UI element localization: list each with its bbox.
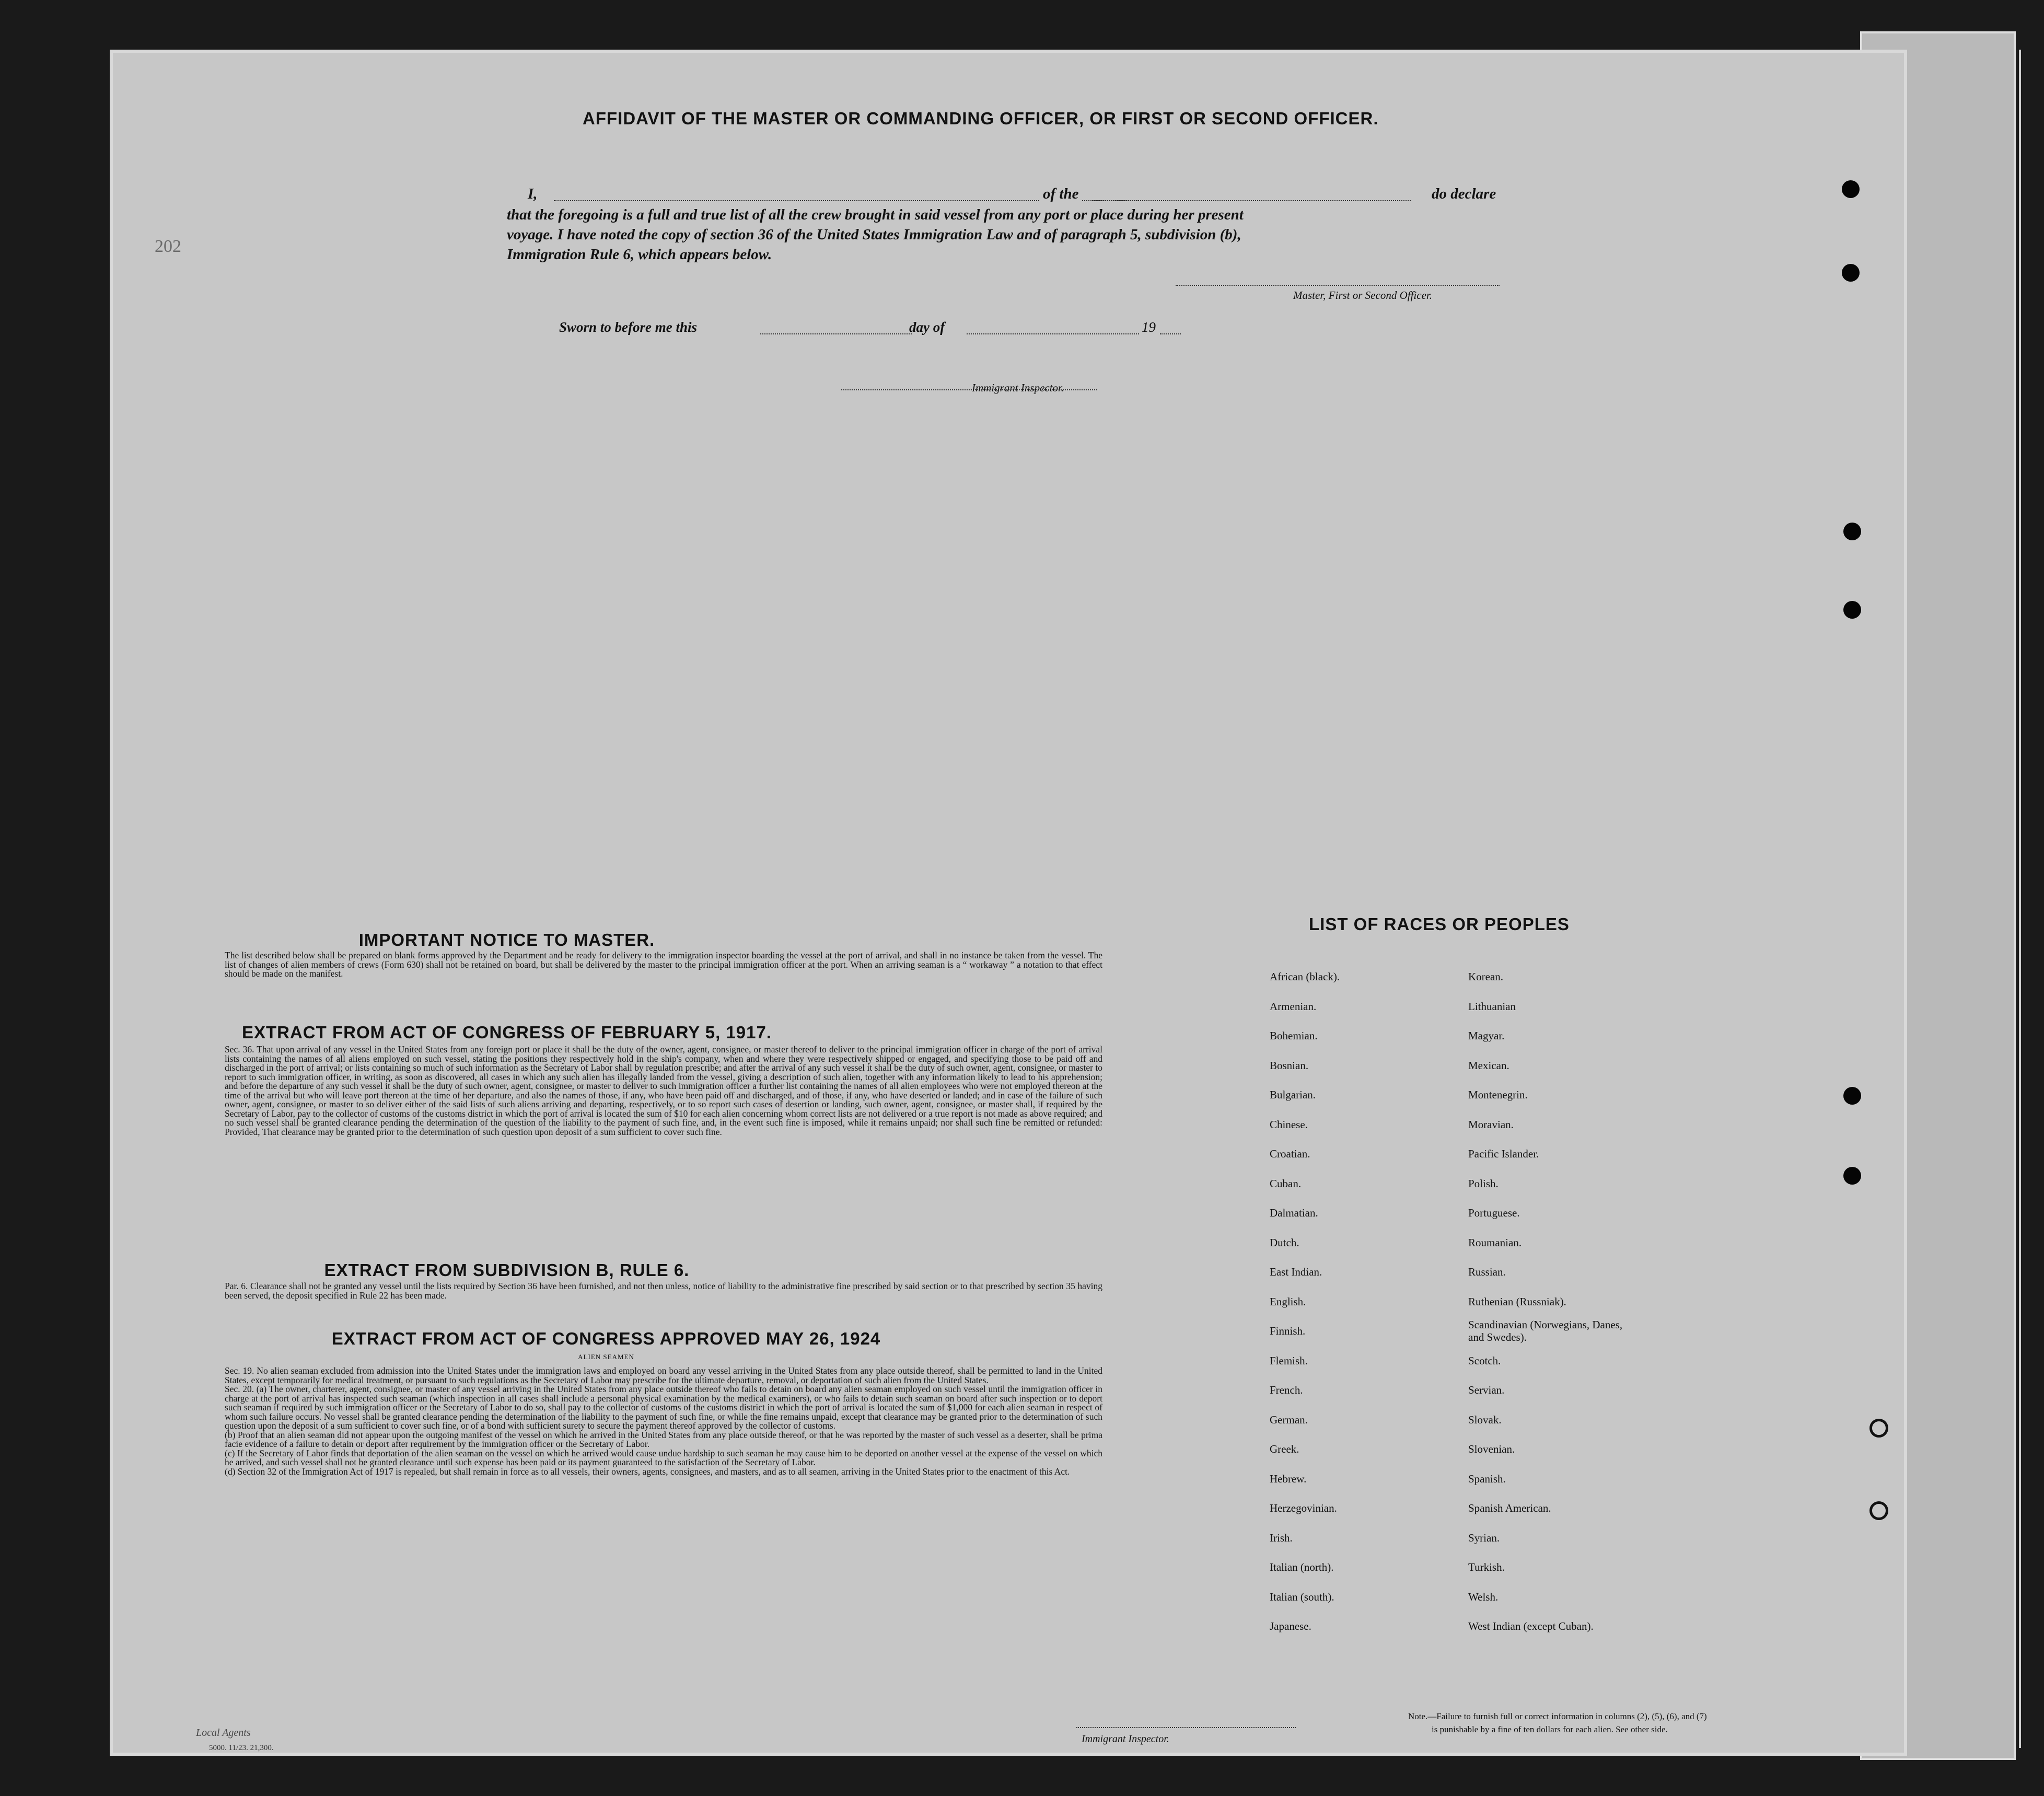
extract-rule6-title: EXTRACT FROM SUBDIVISION B, RULE 6. xyxy=(324,1260,690,1280)
race-item: Mexican. xyxy=(1468,1059,1509,1072)
races-title: LIST OF RACES OR PEOPLES xyxy=(1309,914,1570,934)
affidavit-title: AFFIDAVIT OF THE MASTER OR COMMANDING OFFICER, OR FIRST OR SECOND OFFICER. xyxy=(583,109,1379,128)
race-item: Finnish. xyxy=(1270,1325,1306,1337)
race-item: Montenegrin. xyxy=(1468,1088,1528,1101)
underlying-sheet-edge xyxy=(1891,50,2021,1748)
section-20d-text: (d) Section 32 of the Immigration Act of 1917 is repealed, but shall remain in force as to all vessels, their owners, agents, consignees, and masters, and as to all seamen, arriving in the United States prior to the enactment of this Act. xyxy=(225,1466,1070,1477)
affidavit-i-label: I, xyxy=(528,186,538,202)
affidavit-of-the-label: of the xyxy=(1040,184,1082,204)
race-item: Syrian. xyxy=(1468,1531,1500,1544)
extract-1917-text: Sec. 36. That upon arrival of any vessel in the United States from any foreign port or place it shall be the duty of the owner, agent, consignee, or master thereof to deliver to the principal immigration officer in charge of the port of arrival lists containing the names of all aliens employed on such vessel, stating the positions they respectively hold in the ship's company, when and where they were respectively shipped or engaged, and specifying those to be paid off and discharged in the port of arrival; or lists containing so much of such information as the Secretary of Labor shall by regulation prescribe; and after the arrival of any such vessel it shall be the duty of such owner, agent, consignee, or master to report to such immigration officer, in writing, as soon as discovered, all cases in which any such alien has illegally landed from the vessel, giving a description of such alien, together with any information likely to lead to his apprehension; and before the departure of any such vessel it shall be the duty of such owner, agent, consignee, or master to deliver to such immigration officer a further list containing the names of all alien employees who were not employed thereon at the time of the arrival but who will leave port thereon at the time of her departure, and also the names of those, if any, who have been paid off and discharged, and of those, if any, who have deserted or landed; and in case of the failure of such owner, agent, consignee, or master to so deliver either of the said lists of such aliens arriving and departing, respectively, or to so report such cases of desertion or landing, such owner, agent, consignee, or master shall, if required by the Secretary of Labor, pay to the collector of customs of the customs district in which the port of arrival is located the sum of $10 for each alien concerning whom correct lists are not delivered or a true report is not made as above required; and no such vessel shall be granted clearance pending the determination of the question of the liability to the payment of such fine, and, in the event such fine is imposed, while it remains unpaid; nor shall such fine be remitted or refunded: Provided, That clearance may be granted prior to the determination of such question upon deposit of a sum sufficient to cover such fine. xyxy=(225,1044,1102,1137)
race-item: Magyar. xyxy=(1468,1029,1505,1042)
race-item: Japanese. xyxy=(1270,1620,1311,1632)
sworn-year-field[interactable] xyxy=(1160,333,1181,334)
race-item: Slovenian. xyxy=(1468,1443,1515,1455)
vessel-name-field[interactable] xyxy=(1092,200,1411,201)
races-right-column xyxy=(1468,970,1677,1650)
extract-1924-body xyxy=(225,1366,1102,1476)
race-item: Dalmatian. xyxy=(1270,1207,1318,1219)
section-20c-text: (c) If the Secretary of Labor finds that deportation of the alien seaman on the vessel on which he arrived would cause undue hardship to such seaman he may cause him to be deported on another vessel at the expense of the vessel on which he arrived, and such vessel shall not be granted clearance until such expense has been paid or its payment guaranteed to the satisfaction of the Secretary of Labor. xyxy=(225,1447,1102,1467)
binder-hole xyxy=(1843,1167,1861,1185)
footer-inspector-line xyxy=(1076,1727,1296,1728)
race-item: Bohemian. xyxy=(1270,1029,1318,1042)
binder-hole xyxy=(1869,1419,1888,1438)
race-item: Spanish American. xyxy=(1468,1502,1551,1514)
race-item: Armenian. xyxy=(1270,1000,1317,1013)
section-20a-text: Sec. 20. (a) The owner, charterer, agent, consignee, or master of any vessel arriving in the United States from any place outside thereof who fails to detain on board any alien seaman employed on such vessel until the immigration officer in charge at the port of arrival has inspected such seaman (which inspection in all cases shall include a personal physical examination by the medical examiners), or who fails to detain such seaman on board after such inspection or to deport such seaman if required by such immigration officer or the Secretary of Labor to do so, shall pay to the collector of customs of the customs district in which the port of arrival is located the sum of $1,000 for each alien seaman in respect of whom such failure occurs. No vessel shall be granted clearance pending the determination of the liability to the payment of such fine, or while the fine remains unpaid, except that clearance may be granted prior to the determination of such question upon the deposit of a sum sufficient to cover such fine, or of a bond with sufficient surety to secure the payment thereof approved by the collector of customs. xyxy=(225,1384,1102,1431)
race-item: Roumanian. xyxy=(1468,1236,1522,1249)
race-item: Irish. xyxy=(1270,1531,1293,1544)
races-left-column xyxy=(1270,970,1458,1650)
footer-inspector-caption: Immigrant Inspector. xyxy=(1082,1733,1169,1745)
extract-1917-title: EXTRACT FROM ACT OF CONGRESS OF FEBRUARY 5, 1917. xyxy=(241,1023,772,1042)
race-item: Pacific Islander. xyxy=(1468,1148,1539,1160)
year-label: 19 xyxy=(1142,319,1156,335)
race-item: Hebrew. xyxy=(1270,1472,1307,1485)
race-item: East Indian. xyxy=(1270,1266,1322,1278)
form-code: 5000. 11/23. 21,300. xyxy=(209,1744,274,1752)
race-item: German. xyxy=(1270,1413,1308,1426)
race-item: Cuban. xyxy=(1270,1177,1302,1190)
binder-hole xyxy=(1843,523,1861,540)
race-item: Dutch. xyxy=(1270,1236,1299,1249)
race-item: West Indian (except Cuban). xyxy=(1468,1620,1594,1632)
race-item: Russian. xyxy=(1468,1266,1506,1278)
manifest-page xyxy=(110,50,1907,1756)
race-item: Scandinavian (Norwegians, Danes, and Swedes). xyxy=(1468,1318,1623,1343)
section-19-text: Sec. 19. No alien seaman excluded from admission into the United States under the immigration laws and employed on board any vessel arriving in the United States from any place outside thereof, shall be permitted to land in the United States, except temporarily for medical treatment, or pursuant to such regulations as the Secretary of Labor may prescribe for the ultimate departure, removal, or deportation of such alien from the United States. xyxy=(225,1365,1102,1385)
day-of-label: day of xyxy=(909,319,945,335)
officer-signature-field[interactable] xyxy=(1176,285,1500,286)
race-item: Italian (south). xyxy=(1270,1590,1334,1603)
footer-note-line-2: is punishable by a fine of ten dollars for each alien. See other side. xyxy=(1432,1724,1668,1734)
notice-text: The list described below shall be prepared on blank forms approved by the Department and be ready for delivery to the immigration inspector boarding the vessel at the port of arrival, and shall in no instance be taken from the vessel. The list of changes of alien members of crews (Form 630) shall not be retained on board, but shall be delivered by the master to the principal immigration officer at the port. When an arriving seaman is a “ workaway ” a notation to that effect should be made on the manifest. xyxy=(225,950,1102,979)
sworn-day-field[interactable] xyxy=(760,333,912,334)
margin-number: 202 xyxy=(155,237,181,256)
binder-hole xyxy=(1869,1501,1888,1520)
extract-1924-subtitle: ALIEN SEAMEN xyxy=(578,1353,634,1361)
binder-hole xyxy=(1842,180,1860,198)
extract-rule6-text: Par. 6. Clearance shall not be granted any vessel until the lists required by Section 36 have been furnished, and not then unless, notice of liability to the administrative fine prescribed by said section or to that prescribed by section 35 having been served, the deposit specified in Rule 22 has been made. xyxy=(225,1281,1102,1301)
race-item: Portuguese. xyxy=(1468,1207,1520,1219)
race-item: Polish. xyxy=(1468,1177,1499,1190)
local-agents-label: Local Agents xyxy=(196,1727,251,1739)
officer-caption: Master, First or Second Officer. xyxy=(1293,289,1432,302)
sworn-month-field[interactable] xyxy=(967,333,1139,334)
binder-hole xyxy=(1843,601,1861,619)
affidavit-line-4: Immigration Rule 6, which appears below. xyxy=(507,246,772,263)
race-item: Chinese. xyxy=(1270,1118,1308,1131)
race-item: Scotch. xyxy=(1468,1354,1501,1367)
section-20b-text: (b) Proof that an alien seaman did not appear upon the outgoing manifest of the vessel on which he arrived in the United States from any place outside thereof, or that he was reported by the master of such vessel as a deserter, shall be prima facie evidence of a failure to detain or deport after requirement by the immigration officer or the Secretary of Labor. xyxy=(225,1429,1102,1449)
race-item: Bulgarian. xyxy=(1270,1088,1316,1101)
race-item: African (black). xyxy=(1270,970,1340,983)
race-item: Flemish. xyxy=(1270,1354,1308,1367)
binder-hole xyxy=(1843,1087,1861,1105)
race-item: Lithuanian xyxy=(1468,1000,1516,1013)
race-item: Croatian. xyxy=(1270,1148,1310,1160)
footer-note-line-1: Note.—Failure to furnish full or correct information in columns (2), (5), (6), and (7) xyxy=(1408,1711,1707,1721)
race-item: Servian. xyxy=(1468,1384,1505,1396)
race-item: French. xyxy=(1270,1384,1303,1396)
race-item: Bosnian. xyxy=(1270,1059,1309,1072)
affidavit-line-3: voyage. I have noted the copy of section 36 of the United States Immigration Law and of paragraph 5, subdivision (b), xyxy=(507,226,1241,243)
extract-1924-title: EXTRACT FROM ACT OF CONGRESS APPROVED MAY 26, 1924 xyxy=(331,1329,881,1348)
race-item: Moravian. xyxy=(1468,1118,1514,1131)
race-item: Herzegovinian. xyxy=(1270,1502,1337,1514)
notice-title: IMPORTANT NOTICE TO MASTER. xyxy=(358,930,655,949)
race-item: Spanish. xyxy=(1468,1472,1506,1485)
race-item: Italian (north). xyxy=(1270,1561,1334,1573)
race-item: Turkish. xyxy=(1468,1561,1505,1573)
affidavit-do-declare: do declare xyxy=(1432,186,1496,202)
race-item: Slovak. xyxy=(1468,1413,1502,1426)
race-item: Greek. xyxy=(1270,1443,1299,1455)
race-item: Korean. xyxy=(1468,970,1504,983)
sworn-label: Sworn to before me this xyxy=(559,319,698,335)
binder-hole xyxy=(1842,264,1860,282)
race-item: Welsh. xyxy=(1468,1590,1499,1603)
race-item: English. xyxy=(1270,1295,1306,1308)
race-item: Ruthenian (Russniak). xyxy=(1468,1295,1566,1308)
inspector-caption: Immigrant Inspector. xyxy=(972,381,1064,394)
affidavit-line-2: that the foregoing is a full and true list of all the crew brought in said vessel from any port or place during her present xyxy=(507,206,1244,223)
